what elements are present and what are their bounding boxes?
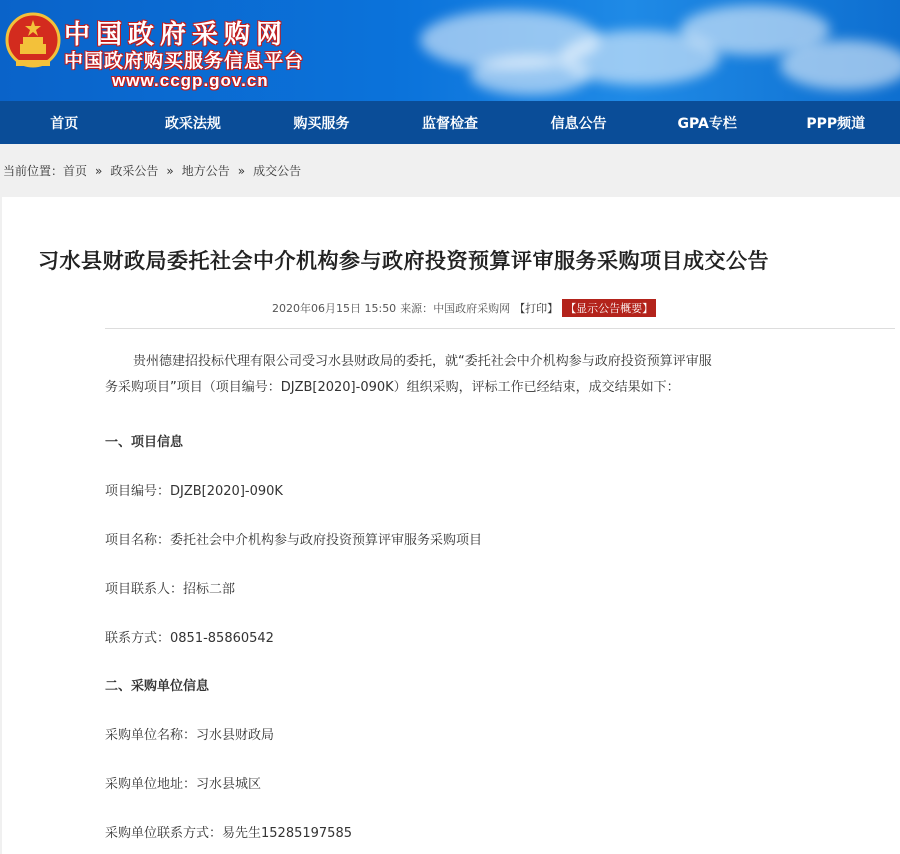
- divider: [105, 328, 895, 329]
- national-emblem-icon: [4, 10, 62, 72]
- section-heading-project: 一、项目信息: [105, 435, 184, 450]
- article-source: 中国政府采购网: [433, 302, 511, 315]
- nav-item-supervision[interactable]: 监督检查: [422, 115, 479, 132]
- nav-item-purchase-services[interactable]: 购买服务: [293, 115, 350, 132]
- breadcrumb-home[interactable]: 首页: [63, 164, 88, 178]
- breadcrumb-prefix: 当前位置：: [3, 164, 64, 178]
- intro-line-1: 贵州德建招投标代理有限公司受习水县财政局的委托，就“委托社会中介机构参与政府投资预算评审服: [133, 354, 712, 369]
- intro-line-2: 务采购项目”项目（项目编号：DJZB[2020]-090K）组织采购，评标工作已经结束，成交结果如下：: [105, 380, 680, 395]
- site-title: 中国政府采购网: [64, 20, 289, 50]
- contact-phone: 联系方式：0851-85860542: [105, 631, 274, 646]
- breadcrumb-separator: »: [166, 163, 174, 178]
- site-url: www.ccgp.gov.cn: [112, 71, 269, 90]
- breadcrumb: [0, 144, 900, 197]
- site-subtitle: 中国政府购买服务信息平台: [64, 50, 305, 72]
- intro-paragraph: [105, 349, 805, 401]
- breadcrumb-separator: »: [95, 163, 103, 178]
- nav-item-gpa[interactable]: GPA专栏: [677, 115, 737, 132]
- breadcrumb-separator: »: [237, 163, 246, 178]
- nav-item-regulations[interactable]: 政采法规: [164, 115, 221, 132]
- nav-item-ppp[interactable]: PPP频道: [806, 115, 866, 132]
- project-contact: 项目联系人：招标二部: [105, 582, 236, 597]
- source-label: 来源：: [400, 302, 434, 315]
- nav-item-home[interactable]: 首页: [50, 115, 79, 132]
- article-date: 2020年06月15日 15:50: [272, 302, 397, 315]
- project-code: 项目编号：DJZB[2020]-090K: [105, 484, 283, 499]
- header-banner: [0, 0, 900, 101]
- breadcrumb-procurement[interactable]: 政采公告: [110, 164, 159, 178]
- nav-item-announcements[interactable]: 信息公告: [550, 115, 607, 132]
- show-summary-button[interactable]: 【显示公告概要】: [562, 299, 656, 317]
- print-link[interactable]: 【打印】: [514, 302, 559, 315]
- main-nav: [0, 101, 900, 144]
- buyer-address: 采购单位地址：习水县城区: [105, 777, 262, 792]
- section-heading-buyer: 二、采购单位信息: [105, 679, 210, 694]
- article-card: [2, 197, 900, 854]
- article-meta: [272, 299, 660, 317]
- project-name: 项目名称：委托社会中介机构参与政府投资预算评审服务采购项目: [105, 533, 483, 548]
- breadcrumb-local[interactable]: 地方公告: [181, 164, 230, 178]
- breadcrumb-deal[interactable]: 成交公告: [253, 164, 302, 178]
- buyer-contact: 采购单位联系方式：易先生15285197585: [105, 826, 352, 841]
- article-title: 习水县财政局委托社会中介机构参与政府投资预算评审服务采购项目成交公告: [38, 249, 769, 273]
- buyer-name: 采购单位名称：习水县财政局: [105, 728, 275, 743]
